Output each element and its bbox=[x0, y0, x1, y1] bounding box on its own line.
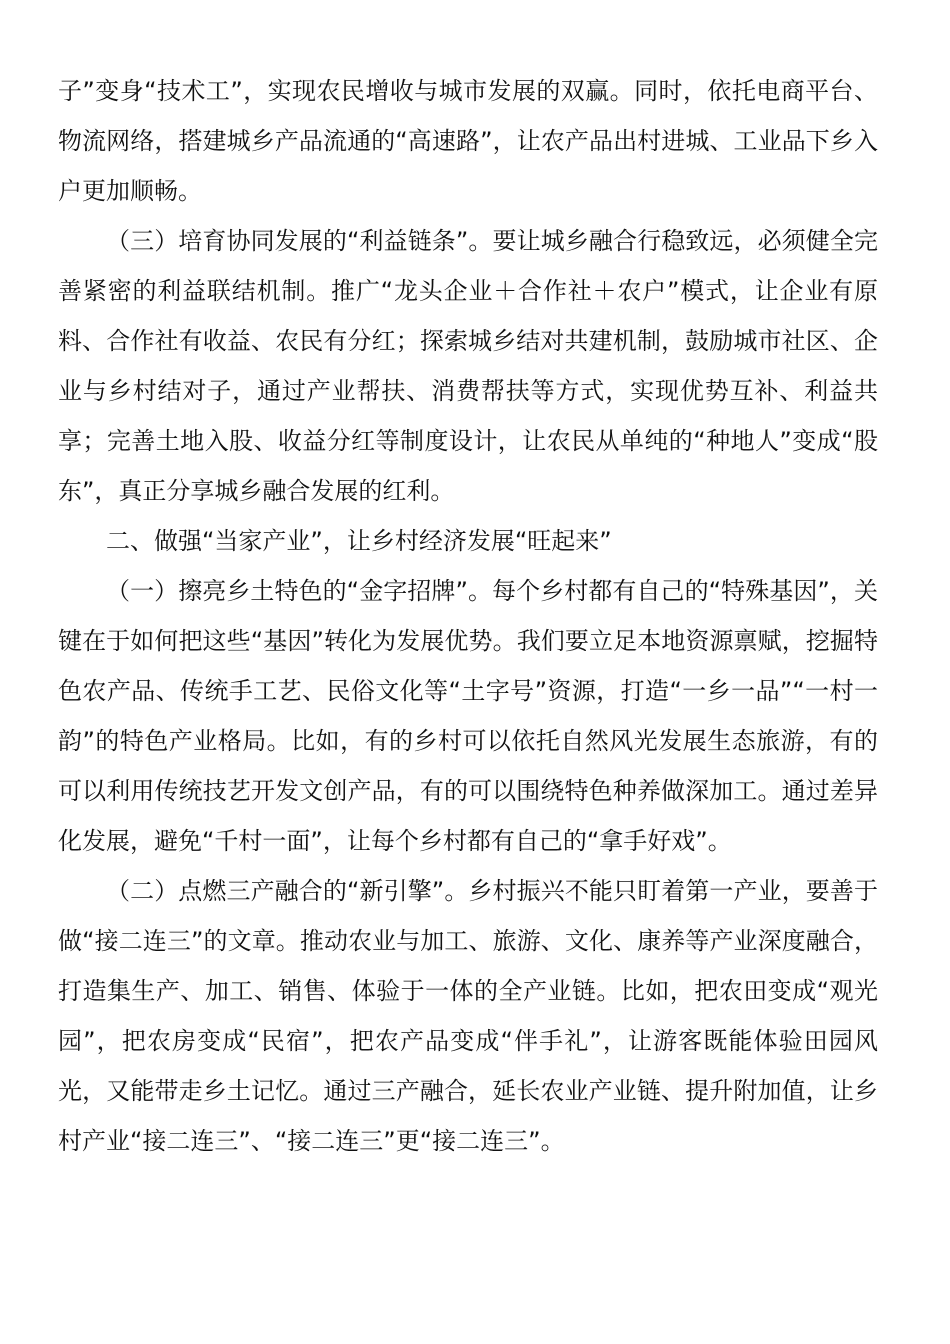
paragraph-section-2-1: （一）擦亮乡土特色的“金字招牌”。每个乡村都有自己的“特殊基因”，关键在于如何把这些“基因”转化为发展优势。我们要立足本地资源禀赋，挖掘特色农产品、传统手工艺、民俗文化等“土字号”资源，打造“一乡一品”“一村一韵”的特色产业格局。比如，有的乡村可以依托自然风光发展生态旅游，有的可以利用传统技艺开发文创产品，有的可以围绕特色种养做深加工。通过差异化发展，避免“千村一面”，让每个乡村都有自己的“拿手好戏”。 bbox=[58, 577, 878, 855]
document-page bbox=[58, 66, 878, 1166]
section-heading-2: 二、做强“当家产业”，让乡村经济发展“旺起来” bbox=[106, 527, 612, 555]
paragraph-section-2-2: （二）点燃三产融合的“新引擎”。乡村振兴不能只盯着第一产业，要善于做“接二连三”的文章。推动农业与加工、旅游、文化、康养等产业深度融合，打造集生产、加工、销售、体验于一体的全产业链。比如，把农田变成“观光园”，把农房变成“民宿”，把农产品变成“伴手礼”，让游客既能体验田园风光，又能带走乡土记忆。通过三产融合，延长农业产业链、提升附加值，让乡村产业“接二连三”、“接二连三”更“接二连三”。 bbox=[58, 877, 878, 1155]
paragraph-section-1-3: （三）培育协同发展的“利益链条”。要让城乡融合行稳致远，必须健全完善紧密的利益联结机制。推广“龙头企业＋合作社＋农户”模式，让企业有原料、合作社有收益、农民有分红；探索城乡结对共建机制，鼓励城市社区、企业与乡村结对子，通过产业帮扶、消费帮扶等方式，实现优势互补、利益共享；完善土地入股、收益分红等制度设计，让农民从单纯的“种地人”变成“股东”，真正分享城乡融合发展的红利。 bbox=[58, 227, 878, 505]
paragraph-continuation: 子”变身“技术工”，实现农民增收与城市发展的双赢。同时，依托电商平台、物流网络，搭建城乡产品流通的“高速路”，让农产品出村进城、工业品下乡入户更加顺畅。 bbox=[58, 77, 878, 205]
